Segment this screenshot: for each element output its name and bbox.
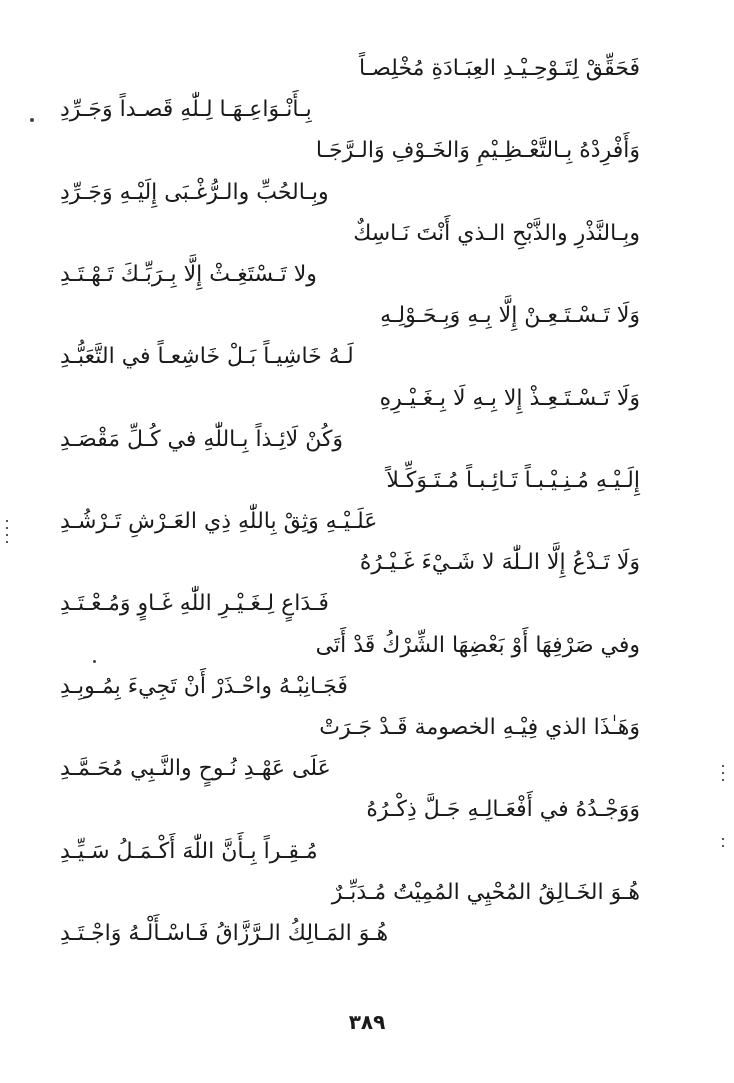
verse-line: وبِـالنَّذْرِ والذَّبْحِ الـذي أَنْتَ نَـاسِكٌ (353, 220, 640, 246)
verse-line: وَهَـٰذَا الذي فِيْـهِ الخصومة قَـدْ جَـرَتْ (319, 715, 640, 740)
verse-line: وَلَا تَـسْـتَـعِـنْ إِلَّا بِـهِ وَبِـحَـوْلِـهِ (380, 303, 640, 329)
verse-line: فَـدَاعٍ لِـغَـيْـرِ اللّٰهِ غَـاوٍ وَمُـعْـتَـدِ (60, 591, 329, 617)
verse-line: عَلَى عَهْـدِ نُـوحٍ والنَّـبِي مُحَـمَّـدِ (60, 756, 331, 782)
page-number: ٣٨٩ (348, 1010, 386, 1034)
verse-line: مُـقِـراً بِـأَنَّ اللّٰهَ أَكْـمَـلُ سَـيِّـدِ (60, 838, 318, 864)
margin-mark (722, 765, 726, 786)
margin-mark (6, 520, 10, 548)
verse-line: عَلَـيْـهِ وَثِقْ بِاللّٰهِ ذِي العَـرْشِ تَـرْشُـدِ (60, 509, 378, 535)
verse-line: فَجَـانِبْـهُ واحْـذَرْ أَنْ تَجِيءَ بِمُـوبِـدِ (60, 673, 348, 699)
verse-line: وَوَجْـدُهُ في أَفْعَـالِـهِ جَـلَّ ذِكْـرُهُ (366, 797, 640, 823)
scan-speck (30, 118, 34, 122)
verse-line: وبِـالحُبِّ والـرُّغْـبَى إِلَيْـهِ وَجَـرِّدِ (60, 179, 329, 205)
verse-line: وَكُنْ لَائِـذاً بِـاللّٰهِ في كُـلِّ مَقْصَـدِ (60, 426, 344, 452)
verse-line: ولا تَـسْتَغِـثْ إِلَّا بِـرَبِّـكَ تَـهْـتَـدِ (60, 261, 317, 287)
verse-line: فَحَقِّقْ لِتَـوْحِـيْـدِ العِبَـادَةِ مُخْلِصـاً (358, 56, 640, 81)
verse-line: وَلَا تَـسْـتَـعِـذْ إِلا بِـهِ لَا بِـغَـيْـرِهِ (379, 385, 640, 411)
verse-line: هُـوَ المَـالِكُ الـرَّزَّاقُ فَـاسْـأَلْـهُ وَاجْـتَـدِ (60, 920, 389, 946)
scan-speck (93, 660, 96, 663)
verse-line: هُـوَ الخَـالِقُ المُحْيِي المُمِيْتُ مُـدَبِّـرٌ (331, 879, 640, 905)
margin-mark (722, 838, 726, 852)
verse-line: وَلَا تَـدْعُ إِلَّا الـلّٰهَ لا شَـيْءَ غَـيْـرُهُ (359, 550, 640, 576)
verse-line: وَأَفْرِدْهُ بِـالتَّعْـظِـيْمِ وَالخَـوْفِ وَالـرَّجَـا (315, 138, 640, 164)
verse-line: لَـهُ خَاشِيـاً بَـلْ خَاشِعـاً في التَّعَبُّـدِ (60, 344, 354, 370)
verse-line: بِـأَنْـوَاعِـهَـا لِـلّٰهِ قَصـداً وَجَـرِّدِ (60, 97, 312, 123)
poem-text (60, 48, 640, 954)
verse-line: إِلَـيْـهِ مُـنِـيْـبـاً تَـائِـبـاً مُـتَـوَكِّـلاً (386, 467, 640, 493)
verse-line: وفي صَرْفِهَا أَوْ بَعْضِهَا الشِّرْكُ قَدْ أَتَى (315, 632, 640, 658)
